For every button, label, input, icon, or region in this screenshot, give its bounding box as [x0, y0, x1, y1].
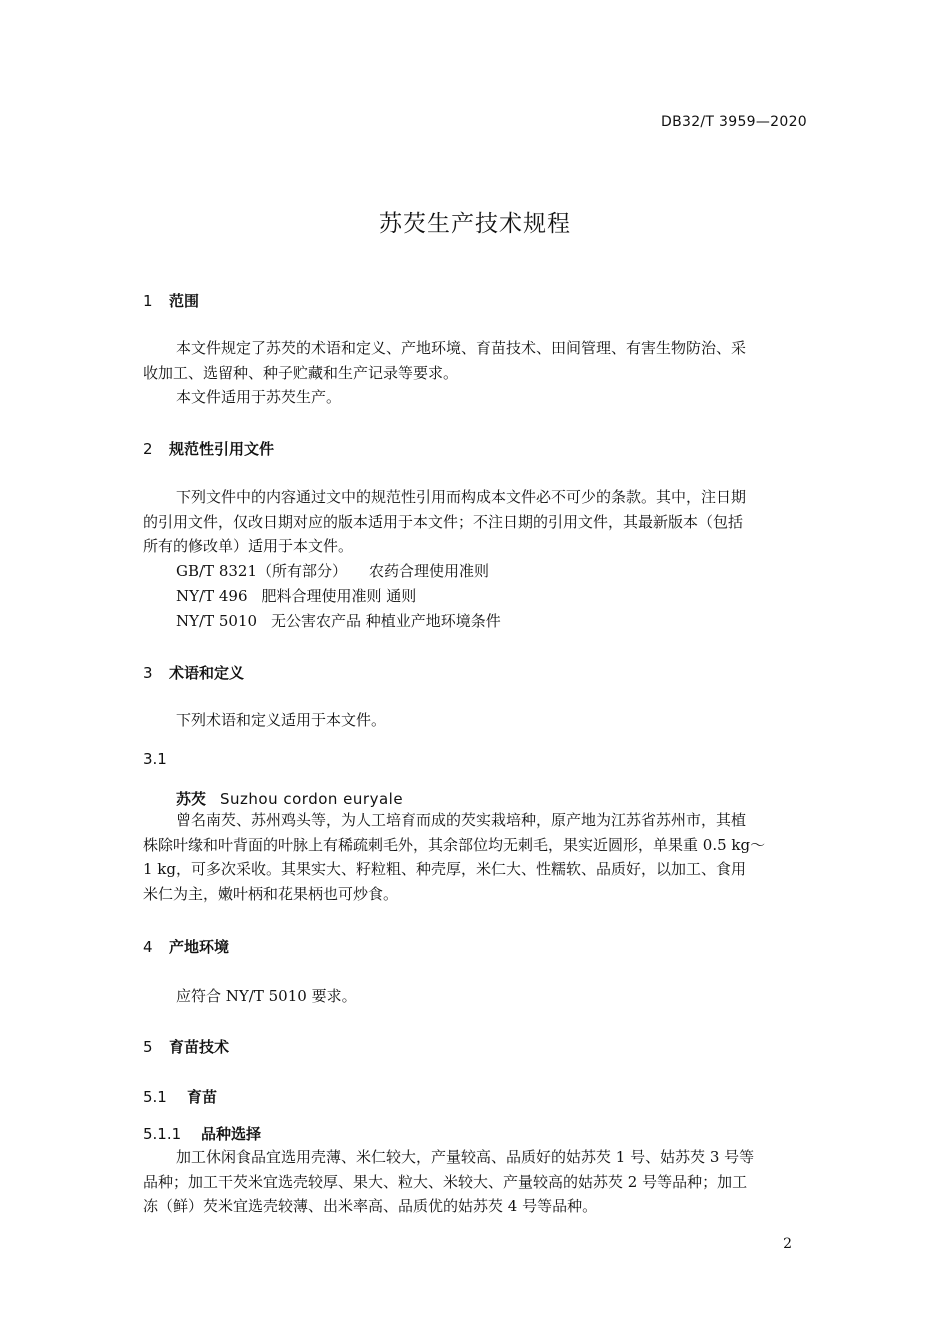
section-number: 5.1 — [143, 1088, 167, 1106]
environment-paragraph — [143, 984, 807, 1009]
text-line: 株除叶缘和叶背面的叶脉上有稀疏刺毛外，其余部位均无刺毛，果实近圆形，单果重 0.5 kg～ — [143, 835, 766, 854]
reference-name: 肥料合理使用准则 通则 — [261, 587, 417, 605]
section-title: 规范性引用文件 — [169, 440, 275, 458]
page-number: 2 — [783, 1236, 792, 1252]
text-line: 所有的修改单）适用于本文件。 — [143, 537, 354, 555]
text-line: 加工休闲食品宜选用壳薄、米仁较大，产量较高、品质好的姑苏芡 1 号、姑苏芡 3 号等 — [176, 1148, 755, 1166]
variety-selection-paragraph — [143, 1145, 807, 1219]
reference-code: NY/T 5010 — [176, 612, 258, 630]
text-line: 本文件适用于苏芡生产。 — [176, 388, 342, 406]
section-number: 3 — [143, 664, 153, 682]
section-heading-seedling — [143, 1036, 229, 1057]
reference-item — [176, 585, 416, 606]
reference-item — [176, 560, 489, 581]
term-chinese: 苏芡 — [176, 790, 207, 808]
reference-name: 无公害农产品 种植业产地环境条件 — [271, 612, 501, 630]
section-heading-environment — [143, 936, 229, 957]
section-number: 3.1 — [143, 750, 167, 768]
term-definition — [143, 808, 807, 906]
document-title: 苏芡生产技术规程 — [379, 211, 571, 237]
reference-code: NY/T 496 — [176, 587, 248, 605]
section-title: 育苗技术 — [169, 1038, 230, 1056]
text-line: 品种；加工干芡米宜选壳较厚、果大、粒大、米较大、产量较高的姑苏芡 2 号等品种；加工 — [143, 1172, 748, 1191]
reference-name: 农药合理使用准则 — [369, 562, 490, 580]
section-title: 术语和定义 — [169, 664, 245, 682]
section-number: 2 — [143, 440, 153, 458]
section-number: 5.1.1 — [143, 1125, 182, 1143]
section-title: 育苗 — [187, 1088, 218, 1106]
text-line: 下列术语和定义适用于本文件。 — [176, 711, 387, 729]
terms-intro — [176, 708, 807, 733]
subsection-number-3-1 — [143, 750, 167, 768]
section-heading-terms — [143, 662, 244, 683]
term-english: Suzhou cordon euryale — [220, 790, 404, 808]
subsection-heading-5-1 — [143, 1086, 217, 1107]
text-line: 米仁为主，嫩叶柄和花果柄也可炒食。 — [143, 884, 399, 903]
section-heading-normative-references — [143, 438, 274, 459]
section-number: 1 — [143, 292, 153, 310]
section-title: 产地环境 — [169, 938, 230, 956]
section-number: 4 — [143, 938, 153, 956]
text-line: 本文件规定了苏芡的术语和定义、产地环境、育苗技术、田间管理、有害生物防治、采 — [176, 339, 747, 357]
standard-code: DB32/T 3959—2020 — [661, 114, 807, 130]
subsection-heading-5-1-1 — [143, 1123, 261, 1144]
scope-paragraph — [143, 336, 807, 410]
text-line: 1 kg，可多次采收。其果实大、籽粒粗、种壳厚，米仁大、性糯软、品质好，以加工、食用 — [143, 860, 747, 878]
text-line: 下列文件中的内容通过文中的规范性引用而构成本文件必不可少的条款。其中，注日期 — [176, 488, 747, 506]
term-entry — [176, 788, 403, 809]
section-title: 品种选择 — [201, 1125, 262, 1143]
section-number: 5 — [143, 1038, 153, 1056]
section-heading-scope — [143, 290, 199, 311]
text-line: 曾名南芡、苏州鸡头等，为人工培育而成的芡实栽培种，原产地为江苏省苏州市，其植 — [176, 811, 747, 829]
text-line: 冻（鲜）芡米宜选壳较薄、出米率高、品质优的姑苏芡 4 号等品种。 — [143, 1197, 598, 1215]
reference-code: GB/T 8321（所有部分） — [176, 562, 348, 580]
section-title: 范围 — [169, 292, 200, 310]
text-line: 应符合 NY/T 5010 要求。 — [176, 987, 357, 1005]
references-paragraph — [143, 485, 807, 559]
text-line: 收加工、选留种、种子贮藏和生产记录等要求。 — [143, 363, 459, 382]
text-line: 的引用文件，仅改日期对应的版本适用于本文件；不注日期的引用文件，其最新版本（包括 — [143, 512, 744, 531]
reference-item — [176, 610, 501, 631]
